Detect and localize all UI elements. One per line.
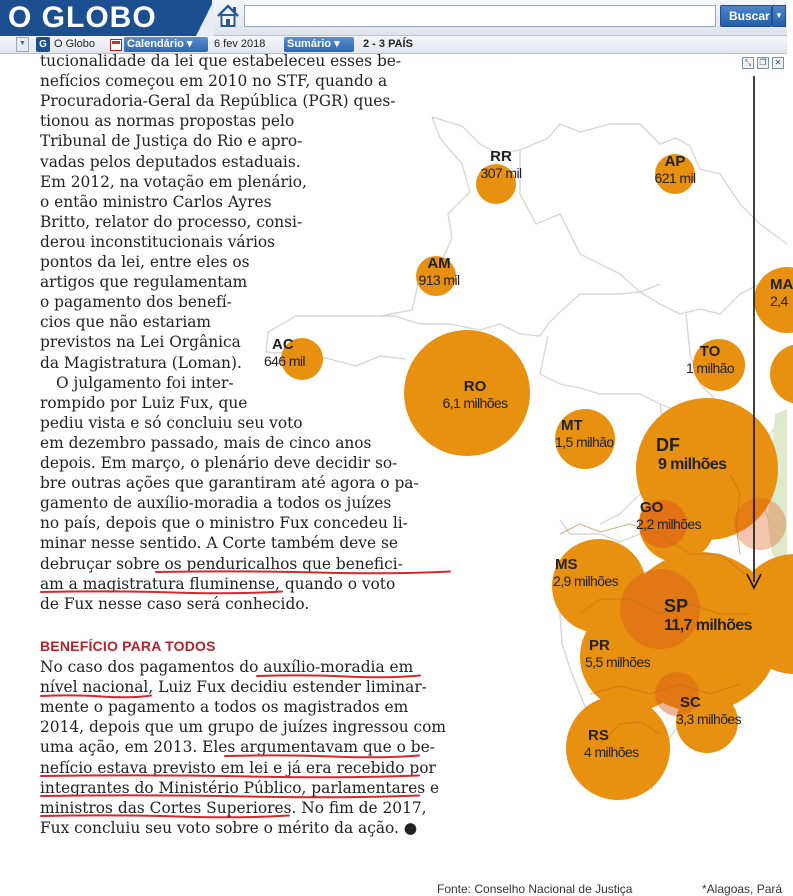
article-line: gamento de auxílio-moradia a todos os juízes <box>40 494 392 513</box>
article-line: Procuradoria-Geral da República (PGR) ques- <box>40 92 396 111</box>
section-subheading: BENEFÍCIO PARA TODOS <box>40 638 216 654</box>
red-underline <box>40 693 152 700</box>
edition-date: 6 fev 2018 <box>214 38 266 50</box>
red-underline <box>40 589 283 596</box>
red-underline <box>155 569 451 576</box>
summary-button[interactable]: Sumário ▾ <box>284 37 354 52</box>
state-label-rs <box>584 727 674 760</box>
fit-frame-icon[interactable]: ⤡ <box>742 57 754 69</box>
calendar-button[interactable]: Calendário ▾ <box>124 37 208 52</box>
article-line: nefícios começou em 2010 no STF, quando a <box>40 72 388 91</box>
state-label-pr <box>585 637 675 670</box>
state-label-rr <box>466 148 536 181</box>
red-underline <box>40 813 290 820</box>
article-line: rompido por Luiz Fux, que <box>40 393 248 412</box>
state-label-df <box>650 435 760 474</box>
state-value: 1,5 milhão <box>555 434 614 451</box>
top-toolbar <box>0 0 787 36</box>
logo-divider <box>196 0 214 36</box>
state-label-to <box>670 343 750 376</box>
article-line: de Fux nesse caso será conhecido. <box>40 594 310 613</box>
red-underline <box>40 793 420 800</box>
article-line: nefício estava previsto em lei e já era recebido por <box>40 758 436 777</box>
page-indicator: 2 - 3 PAÍS <box>363 38 413 50</box>
calendar-button-label: Calendário <box>127 38 184 50</box>
article-line: tucionalidade da lei que estabeleceu esses be- <box>40 52 402 70</box>
state-code: AC <box>272 336 294 353</box>
article-line: o pagamento dos benefí- <box>40 293 232 312</box>
state-value: 646 mil <box>264 353 305 370</box>
state-value: 5,5 milhões <box>585 654 650 671</box>
state-label-ap <box>640 153 710 186</box>
state-value: 307 mil <box>480 165 522 182</box>
red-underline <box>40 773 420 780</box>
state-code: MS <box>555 556 578 573</box>
article-line: uma ação, em 2013. Eles argumentavam que o be- <box>40 738 435 757</box>
state-code: MT <box>561 417 583 434</box>
article-line: Tribunal de Justiça do Rio e apro- <box>40 132 303 151</box>
article-line: Britto, relator do processo, consi- <box>40 212 303 231</box>
state-label-ro <box>430 378 520 411</box>
article-line: nível nacional, Luiz Fux decidiu estender liminar- <box>40 678 427 697</box>
summary-button-label: Sumário <box>287 38 332 50</box>
state-code: TO <box>699 343 721 360</box>
article-line: bre outras ações que garantiram até agora o pa- <box>40 474 419 493</box>
state-value: 9 milhões <box>658 455 727 473</box>
state-code: RO <box>463 378 487 395</box>
globo-g-icon[interactable]: G <box>36 37 50 52</box>
state-value: 2,4 <box>770 293 788 310</box>
state-label-go <box>636 499 726 532</box>
state-value: 913 mil <box>418 272 460 289</box>
article-line: depois. Em março, o plenário deve decidir so- <box>40 454 398 472</box>
article-line: debruçar sobre os penduricalhos que benefici- <box>40 554 403 573</box>
state-code: PR <box>589 637 610 654</box>
search-input[interactable] <box>244 5 716 27</box>
state-code: RR <box>490 148 512 165</box>
article-line: mente o pagamento a todos os magistrados em <box>40 698 409 717</box>
article-line: derou inconstitucionais vários <box>40 232 276 251</box>
article-line: O julgamento foi inter- <box>56 373 234 392</box>
close-frame-icon[interactable]: ✕ <box>772 57 784 69</box>
state-code: GO <box>640 499 664 516</box>
bubble-overlap <box>734 498 786 550</box>
article-line: 2014, depois que um grupo de juízes ingressou com <box>40 718 447 737</box>
state-label-ms <box>553 556 643 589</box>
state-code: MA <box>770 276 793 293</box>
state-label-ma <box>770 276 793 310</box>
article-line: Em 2012, na votação em plenário, <box>40 172 307 191</box>
state-label-sc <box>676 694 766 727</box>
state-value: 3,3 milhões <box>676 711 741 728</box>
source-credit: Fonte: Conselho Nacional de Justiça <box>437 882 633 896</box>
state-code: SP <box>664 596 689 616</box>
nav-brand-link[interactable]: O Globo <box>54 38 95 50</box>
state-value: 2,9 milhões <box>553 573 618 590</box>
article-line: em dezembro passado, mais de cinco anos <box>40 433 372 452</box>
state-code: RS <box>588 727 609 744</box>
article-line: pediu vista e só concluiu seu voto <box>40 413 303 432</box>
search-button[interactable]: Buscar <box>720 5 772 27</box>
state-code: AP <box>664 153 686 170</box>
article-line: pontos da lei, entre eles os <box>40 253 250 271</box>
article-line: tionou as normas propostas pelo <box>40 112 295 131</box>
article-line: vadas pelos deputados estaduais. <box>40 152 301 171</box>
search-options-chevron-icon[interactable]: ▼ <box>772 5 786 27</box>
state-value: 621 mil <box>654 170 696 187</box>
article-line: No caso dos pagamentos do auxílio-moradia em <box>40 658 414 676</box>
state-code: AM <box>427 255 451 272</box>
red-underline <box>256 673 421 680</box>
article-line: minar nesse sentido. A Corte também deve se <box>40 534 398 553</box>
home-icon[interactable] <box>214 2 242 30</box>
article-line: integrantes do Ministério Público, parlamentares e <box>40 778 440 797</box>
article-line: da Magistratura (Loman). <box>40 353 242 372</box>
state-value: 2,2 milhões <box>636 516 701 533</box>
article-line: artigos que regulamentam <box>40 273 248 292</box>
article-line: Fux concluiu seu voto sobre o mérito da ação. ● <box>40 818 418 837</box>
article-line: am a magistratura fluminense, quando o voto <box>40 574 396 593</box>
state-label-mt <box>555 417 635 450</box>
state-value: 6,1 milhões <box>442 395 508 412</box>
article-line: ministros das Cortes Superiores. No fim de 2017, <box>40 798 427 817</box>
calendar-icon[interactable] <box>110 39 122 51</box>
state-label-sp <box>664 596 784 635</box>
state-code: SC <box>680 694 701 711</box>
article-line: o então ministro Carlos Ayres <box>40 192 272 211</box>
restore-frame-icon[interactable]: ❐ <box>757 57 769 69</box>
state-value: 11,7 milhões <box>664 616 752 634</box>
state-value: 4 milhões <box>584 744 639 761</box>
article-line: cios que não estariam <box>40 313 212 332</box>
footnote: *Alagoas, Pará <box>702 882 783 896</box>
o-globo-logo[interactable]: O GLOBO <box>0 0 212 36</box>
red-underline <box>224 753 420 760</box>
state-code: DF <box>656 435 680 455</box>
menu-dropdown-chevron-icon[interactable]: ▼ <box>16 37 29 52</box>
article-line: previstos na Lei Orgânica <box>40 333 241 352</box>
article-line: no país, depois que o ministro Fux concedeu li- <box>40 514 408 533</box>
state-value: 1 milhão <box>685 360 735 377</box>
bubble-ma-edge <box>770 344 793 404</box>
